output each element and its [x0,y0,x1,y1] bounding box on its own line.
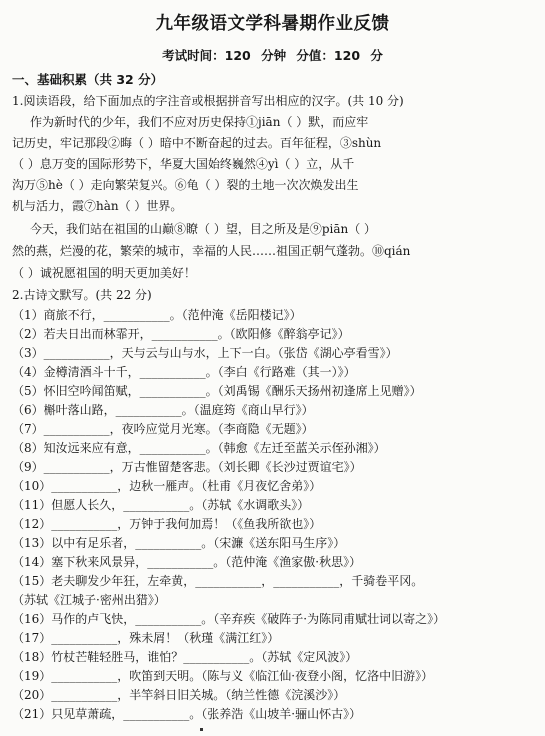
section-heading: 一、基础积累（共 32 分） [12,72,164,87]
q1-passage-line: （ ）诚祝愿祖国的明天更加美好！ [12,266,196,280]
poem-item: （11）但愿人长久，___________。（苏轼《水调歌头》） [12,498,310,512]
poem-item: （10）___________，边秋一雁声。（杜甫《月夜忆舍弟》） [12,479,322,493]
poem-item: （5）怀旧空吟闻笛赋，___________。（刘禹锡《酬乐天扬州初逢席上见赠》） [12,384,422,398]
poem-item: （19）___________，吹笛到天明。（陈与义《临江仙·夜登小阁，忆洛中旧游》） [12,669,434,683]
q1-passage-line: 机与活力，霞⑦hàn（ ）世界。 [12,199,183,213]
poem-item: （7）___________，夜吟应觉月光寒。（李商隐《无题》） [12,422,314,436]
poem-item: （18）竹杖芒鞋轻胜马，谁怕？___________。（苏轼《定风波》） [12,650,358,664]
poem-item: （20）___________，半竿斜日旧关城。（纳兰性德《浣溪沙》） [12,688,346,702]
exam-info: 考试时间：120 分钟 分值：120 分 [162,48,383,63]
poem-item: （21）只见草萧疏，___________。（张养浩《山坡羊·骊山怀古》） [12,707,362,721]
poem-item: （1）商旅不行，___________。（范仲淹《岳阳楼记》） [12,308,302,322]
scan-dot [200,728,203,731]
poem-item: （16）马作的卢飞快，___________。（辛弃疾《破阵子·为陈同甫赋壮词以寄之》） [12,612,446,626]
poem-item: （15）老夫聊发少年狂，左牵黄，___________，___________，千骑卷平冈。 [12,574,424,588]
q1-passage-line: 然的燕，烂漫的花，繁荣的城市，幸福的人民……祖国正朝气蓬勃。⑩qián [12,244,411,258]
q1-passage-line: 今天，我们站在祖国的山巅⑧瞭（ ）望，目之所及是⑨piān（ ） [30,222,377,236]
q1-passage-line: （ ）息万变的国际形势下，华夏大国始终巍然④yì（ ）立，从千 [12,157,355,171]
poem-item: （2）若夫日出而林霏开，___________。（欧阳修《醉翁亭记》） [12,327,350,341]
poem-item: （9）___________，万古惟留楚客悲。（刘长卿《长沙过贾谊宅》） [12,460,362,474]
poem-item: （3）___________，天与云与山与水，上下一白。（张岱《湖心亭看雪》） [12,346,398,360]
poem-item: （4）金樽清酒斗十千，___________。（李白《行路难（其一）》） [12,365,356,379]
poem-item: （6）槲叶落山路，___________。（温庭筠《商山早行》） [12,403,314,417]
page-title: 九年级语文学科暑期作业反馈 [155,14,390,34]
q2-instruction: 2.古诗文默写。(共 22 分) [12,288,152,302]
poem-item: （14）塞下秋来风景异，___________。（范仲淹《渔家傲·秋思》） [12,555,362,569]
poem-item: （8）知汝远来应有意，___________。（韩愈《左迁至蓝关示侄孙湘》） [12,441,386,455]
poem-item-source: （苏轼《江城子·密州出猎》） [12,593,166,607]
q1-passage-line: 记历史，牢记那段②晦（ ）暗中不断奋起的过去。百年征程，③shùn [12,136,382,150]
poem-item: （17）___________，殊未屑！（秋瑾《满江红》） [12,631,280,645]
poem-item: （12）___________，万钟于我何加焉！（《鱼我所欲也》） [12,517,322,531]
q1-instruction: 1.阅读语段，给下面加点的字注音或根据拼音写出相应的汉字。(共 10 分) [12,94,404,108]
q1-passage-line: 沟万⑤hè（ ）走向繁荣复兴。⑥龟（ ）裂的土地一次次焕发出生 [12,178,359,192]
q1-passage-line: 作为新时代的少年，我们不应对历史保持①jiān（ ）默，而应牢 [30,115,369,129]
poem-item: （13）以中有足乐者，___________。（宋濂《送东阳马生序》） [12,536,346,550]
